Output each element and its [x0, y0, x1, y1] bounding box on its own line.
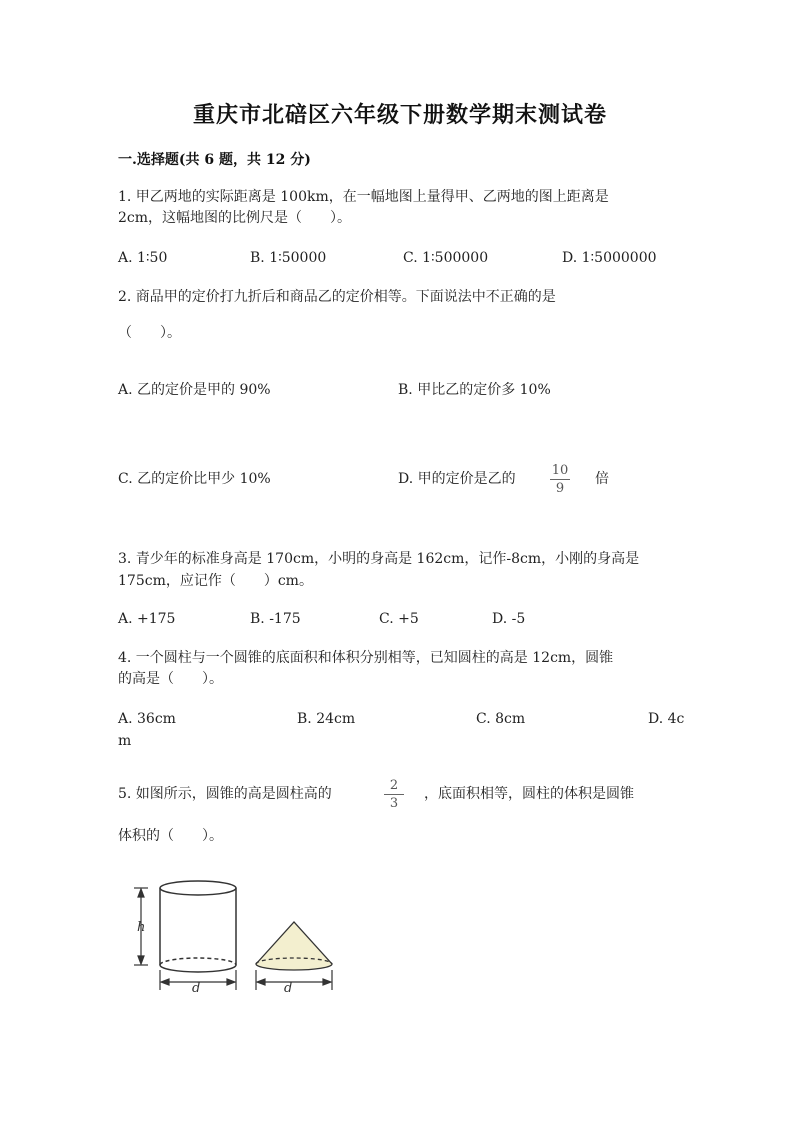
question-4-stem-line-2: 的高是（ ）。 [118, 671, 223, 687]
question-2-option-d[interactable]: D. 甲的定价是乙的 [398, 471, 516, 487]
question-2-stem-line-2: （ ）。 [118, 325, 181, 341]
question-4-option-c[interactable]: C. 8cm [476, 711, 526, 727]
cylinder-height-label: h [137, 920, 146, 935]
question-2-d-fraction [550, 463, 570, 496]
question-4-option-b[interactable]: B. 24cm [297, 711, 356, 727]
question-1-option-c[interactable]: C. 1∶500000 [403, 250, 489, 266]
cylinder-shape [160, 881, 236, 972]
question-4-option-d-wrap: m [118, 733, 132, 749]
cone-shape [256, 922, 332, 970]
question-5-fraction [384, 778, 404, 811]
cone-diameter-arrow [256, 970, 332, 990]
cone-diameter-label: d [284, 981, 293, 996]
question-1-option-d[interactable]: D. 1∶5000000 [562, 250, 657, 266]
cylinder-diameter-label: d [192, 981, 201, 996]
question-5-stem-before: 5. 如图所示，圆锥的高是圆柱高的 [118, 786, 332, 802]
question-4-option-a[interactable]: A. 36cm [118, 711, 176, 727]
question-3-option-a[interactable]: A. +175 [118, 611, 176, 627]
question-3-stem-line-1: 3. 青少年的标准身高是 170cm，小明的身高是 162cm，记作-8cm，小刚的身高是 [118, 551, 640, 567]
cylinder-cone-figure [120, 878, 340, 998]
question-1-stem-line-1: 1. 甲乙两地的实际距离是 100km，在一幅地图上量得甲、乙两地的图上距离是 [118, 189, 609, 205]
fraction-bar [384, 794, 404, 795]
question-2-stem-line-1: 2. 商品甲的定价打九折后和商品乙的定价相等。下面说法中不正确的是 [118, 289, 556, 305]
question-3-stem-line-2: 175cm，应记作（ ）cm。 [118, 573, 313, 589]
question-2-d-suffix: 倍 [595, 471, 609, 487]
question-3-option-c[interactable]: C. +5 [379, 611, 419, 627]
question-3-option-b[interactable]: B. -175 [250, 611, 301, 627]
question-1-option-a[interactable]: A. 1∶50 [118, 250, 168, 266]
fraction-numerator: 10 [551, 463, 569, 478]
fraction-denominator: 9 [555, 481, 565, 496]
question-2-option-c[interactable]: C. 乙的定价比甲少 10% [118, 471, 271, 487]
question-2-option-b[interactable]: B. 甲比乙的定价多 10% [398, 382, 551, 398]
question-1-option-b[interactable]: B. 1∶50000 [250, 250, 327, 266]
question-2-option-a[interactable]: A. 乙的定价是甲的 90% [118, 382, 271, 398]
question-4-stem-line-1: 4. 一个圆柱与一个圆锥的底面积和体积分别相等，已知圆柱的高是 12cm，圆锥 [118, 650, 614, 666]
question-4-option-d[interactable]: D. 4c [648, 711, 685, 727]
question-5-stem-after: ，底面积相等，圆柱的体积是圆锥 [424, 786, 634, 802]
question-1-stem-line-2: 2cm，这幅地图的比例尺是（ ）。 [118, 210, 352, 226]
page-title: 重庆市北碚区六年级下册数学期末测试卷 [192, 102, 607, 128]
fraction-bar [550, 479, 570, 480]
question-3-option-d[interactable]: D. -5 [492, 611, 526, 627]
fraction-numerator: 2 [389, 778, 399, 793]
question-5-stem-line-2: 体积的（ ）。 [118, 828, 223, 844]
section-heading: 一.选择题(共 6 题，共 12 分) [118, 152, 311, 168]
fraction-denominator: 3 [389, 796, 399, 811]
